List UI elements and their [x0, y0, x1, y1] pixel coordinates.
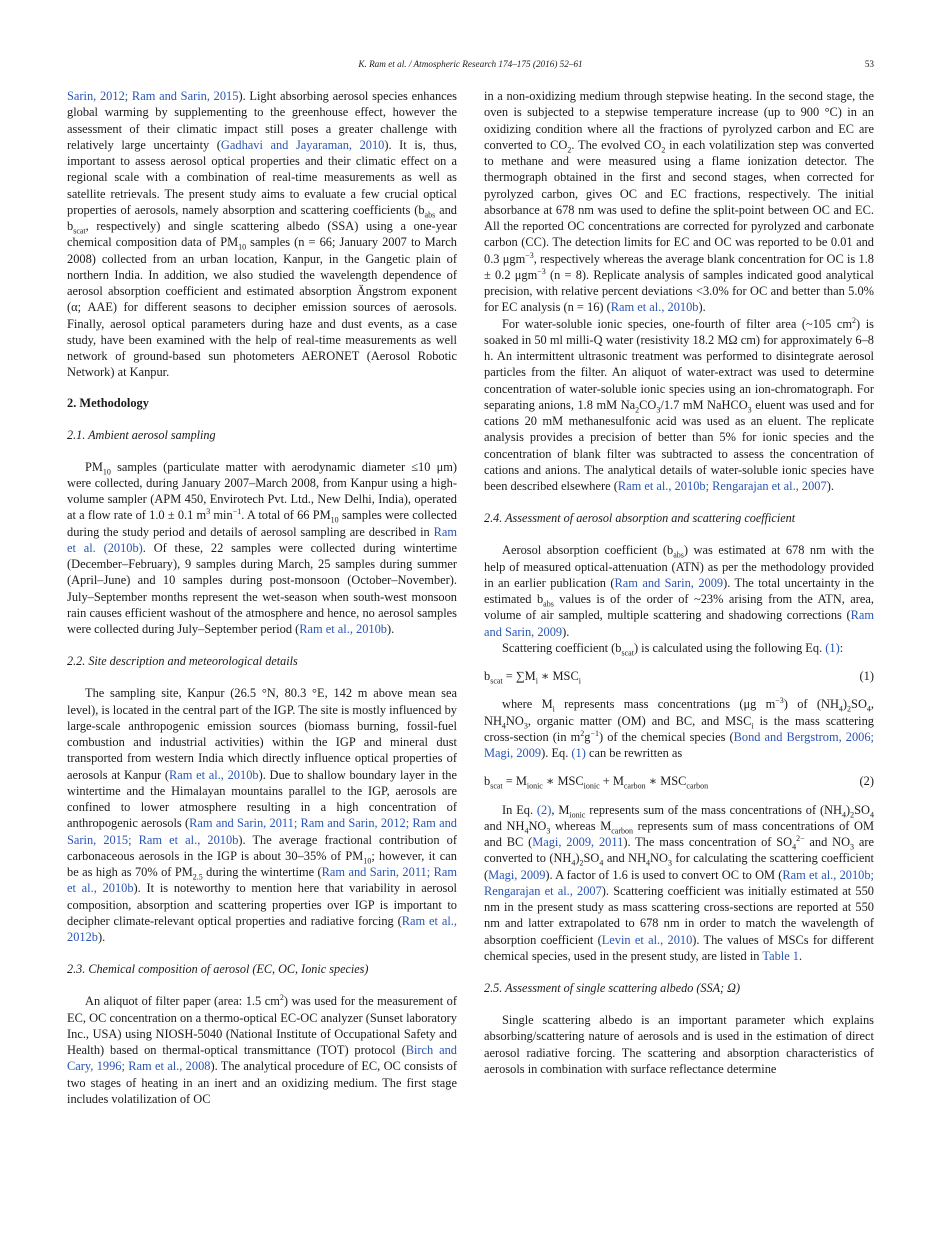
- citation-link[interactable]: Ram and Sarin, 2009: [484, 608, 874, 639]
- citation-link[interactable]: Ram et al. (2010b): [67, 524, 457, 555]
- paragraph-ec-oc-continued: in a non-oxidizing medium through stepwise heating. In the second stage, the oven is subjected to a stepwise temperature increase (up to 900 °C) in an oxidizing condition where all the fractions of pyrolyzed carbon and EC are converted to $CO_2$. The evolved $CO_2$ in each volatilization step was converted to methane and were measured using a flame ionization detector. The thermograph obtained in the first and second stages, when corrected for pyrolyzed carbon, gives OC and EC fractions, respectively. The initial absorbance at 678 nm was used to define the split-point between OC and EC. All the reported OC concentrations are corrected for pyrolyzed and carbonate carbon (CC). The detection limits for EC and OC was reported to be 0.01 and 0.3 μgm$^{-3}$, respectively whereas the average blank concentration for OC is 1.8 ± 0.2 μgm$^{-3}$ (n = 8). Replicate analysis of samples indicated good analytical precision, with relative percent deviations <3.0% for OC and better than 5.0% for EC analysis (n = 16) (Ram et al., 2010b).: [484, 89, 875, 315]
- citation-link[interactable]: Levin et al., 2010: [601, 932, 693, 947]
- subsection-heading-2-3: 2.3. Chemical composition of aerosol (EC, OC, Ionic species): [67, 962, 369, 977]
- right-column: [484, 88, 874, 1077]
- left-column: [67, 88, 457, 1107]
- equation-number: (2): [859, 774, 874, 789]
- paragraph-2-2: The sampling site, Kanpur (26.5 °N, 80.3 °E, 142 m above mean sea level), is located in the central part of the IGP. The site is mostly influenced by large-scale anthropogenic emission sources (biomass burning, fossil-fuel combustion and industrial activities) within the IGP and mineral dust transported from western India which directly influence optical properties of aerosols at Kanpur (Ram et al., 2010b). Due to shallow boundary layer in the wintertime and the Himalayan mountains parallel to the IGP, aerosols are confined to lower atmosphere resulting in a high concentration of anthropogenic aerosols (Ram and Sarin, 2011; Ram and Sarin, 2012; Ram and Sarin, 2015; Ram et al., 2010b). The average fractional contribution of carbonaceous aerosols in the IGP is about 30–35% of $PM_{10}$; however, it can be as high as 70% of $PM_{2.5}$ during the wintertime (Ram and Sarin, 2011; Ram et al., 2010b). It is noteworthy to mention here that variability in aerosol composition, absorption and scattering properties over IGP is important to decipher climate-relevant optical properties and radiative forcing (Ram et al., 2012b).: [67, 686, 457, 944]
- equation-2: $b_{scat} = M_{ionic}$ ∗ $MSC_{ionic} + M_{carbon}$ ∗ $MSC_{carbon}$ (2): [484, 774, 874, 791]
- paragraph-2-3: An aliquot of filter paper (area: 1.5 $cm^2$) was used for the measurement of EC, OC concentration on a thermo-optical EC-OC analyzer (Sunset laboratory Inc., USA) using NIOSH-5040 (National Institute of Occupational Safety and Health) based on thermal-optical transmittance (TOT) protocol (Birch and Cary, 1996; Ram et al., 2008). The analytical procedure of EC, OC consists of two stages of heating in an inert and an oxidizing medium. The first stage includes volatilization of OC: [67, 993, 458, 1106]
- citation-link[interactable]: Ram et al., 2012b: [67, 913, 457, 944]
- paragraph-where: where $M_i$ represents mass concentrations (μg $m^{-3}$) of $(NH_4)_2SO_4$, $NH_4NO_3$, organic matter (OM) and BC, and $MSC_i$ is the mass scattering cross-section (in $m^2g^{-1}$) of the chemical species (Bond and Bergstrom, 2006; Magi, 2009). Eq. (1) can be rewritten as: [484, 696, 874, 760]
- paragraph-2-5: Single scattering albedo is an important parameter which explains absorbing/scattering nature of aerosols and is used in the estimation of direct aerosol radiative forcing. The scattering and absorption characteristics of aerosols in combination with surface reflectance determine: [484, 1013, 874, 1076]
- equation-1: $b_{scat} = \sum M_i$ ∗ $MSC_i$ (1): [484, 669, 874, 686]
- equation-link[interactable]: (1): [571, 746, 586, 760]
- citation-link[interactable]: Magi, 2009: [488, 867, 546, 882]
- intro-paragraph: Sarin, 2012; Ram and Sarin, 2015). Light absorbing aerosol species enhances global warming by supplementing to the greenhouse effect, however the assessment of their climatic impact still poses a greater challenge with relatively large uncertainty (Gadhavi and Jayaraman, 2010). It is, thus, important to assess aerosol optical properties and their climatic effect on a regional scale with a combination of real-time measurements as well as satellite retrievals. The present study aims to evaluate a few crucial optical properties of aerosols, namely absorption and scattering coefficients ($b_{abs}$ and $b_{scat}$, respectively) and single scattering albedo (SSA) using a one-year chemical composition data of $PM_{10}$ samples (n = 66; January 2007 to March 2008) collected from an urban location, Kanpur, in the Gangetic plain of northern India. In addition, we also studied the wavelength dependence of aerosol absorption coefficient and estimated absorption Ängstrom exponent (α; AAE) for different seasons to decipher emission sources of aerosols. Finally, aerosol optical parameters during haze and dust events, as a case study, have been examined with the help of real-time measurements as well network of ground-based sun photometers AERONET (Aerosol Robotic Network) at Kanpur.: [67, 89, 458, 380]
- citation-link[interactable]: Ram and Sarin, 2009: [614, 575, 724, 590]
- paragraph-2-4: Aerosol absorption coefficient $(b_{abs})$ was estimated at 678 nm with the help of measured optical-attenuation (ATN) as per the methodology provided in an earlier publication (Ram and Sarin, 2009). The total uncertainty in the estimated $b_{abs}$ values is of the order of ~23% arising from the ATN, area, volume of air sampled, multiple scattering and shadowing corrections (Ram and Sarin, 2009).: [484, 543, 874, 639]
- citation-link[interactable]: Ram et al., 2010b: [299, 622, 388, 636]
- paragraph-scattering-intro: Scattering coefficient $(b_{scat})$ is calculated using the following Eq. (1):: [502, 640, 844, 658]
- citation-link[interactable]: Ram et al., 2010b: [168, 767, 259, 782]
- subsection-heading-2-4: 2.4. Assessment of aerosol absorption and scattering coefficient: [484, 511, 796, 526]
- subsection-heading-2-5: 2.5. Assessment of single scattering albedo (SSA; Ω): [484, 981, 741, 995]
- citation-link[interactable]: Ram et al., 2010b; Rengarajan et al., 2007: [617, 479, 827, 493]
- subsection-heading-2-1: 2.1. Ambient aerosol sampling: [67, 427, 216, 442]
- equation-number: (1): [859, 669, 874, 683]
- section-heading-methodology: 2. Methodology: [67, 395, 149, 410]
- paragraph-2-1: $PM_{10}$ samples (particulate matter with aerodynamic diameter ≤10 μm) were collected, during January 2007–March 2008, from Kanpur using a high-volume sampler (APM 450, Envirotech Pvt. Ltd., New Delhi, India), operated at a flow rate of 1.0 ± 0.1 $m^3$ $\min^{-1}$. A total of 66 $PM_{10}$ samples were collected during the study period and details of aerosol sampling are described in Ram et al. (2010b). Of these, 22 samples were collected during wintertime (December–February), 9 samples during March, 25 samples during summer (April–June) and 10 samples during post-monsoon (October–November). July–September months represent the wet-season when south-west monsoon rain causes efficient washout of the atmosphere and hence, no aerosol samples were collected during July–September period (Ram et al., 2010b).: [67, 459, 457, 636]
- citation-link[interactable]: Magi, 2009, 2011: [532, 835, 624, 849]
- equation-link[interactable]: (1): [825, 640, 840, 655]
- equation-link[interactable]: (2): [536, 802, 552, 817]
- citation-link[interactable]: Ram et al., 2010b: [610, 300, 699, 315]
- running-title: K. Ram et al. / Atmospheric Research 174–175 (2016) 52–61: [358, 59, 583, 69]
- running-header: [67, 59, 874, 73]
- paragraph-water-soluble: For water-soluble ionic species, one-fourth of filter area (~105 $cm^2$) is soaked in 50 ml milli-Q water (resistivity 18.2 MΩ cm) for approximately 6–8 h. An intermittent ultrasonic treatment was performed to disintegrate aerosol particles from the filter. An aliquot of water-extract was used to determine concentration of water-soluble ionic species using an ion-chromatograph. For separating anions, 1.8 mM $Na_2CO_3/1.7$ mM NaHCO$_3$ eluent was used and for cations 20 mM methanesulfonic acid was used as an eluent. The replicate analysis provides a precision of better than 5% for ionic species and the concentration of blank filter was subtracted to assess the concentration of cations and anions. The analytical details of water-soluble ionic species have been described elsewhere (Ram et al., 2010b; Rengarajan et al., 2007).: [484, 315, 874, 493]
- paragraph-eq2: In Eq. (2), $M_{ionic}$ represents sum of the mass concentrations of $(NH_4)_2SO_4$ and $NH_4NO_3$ whereas $M_{carbon}$ represents sum of mass concentrations of OM and BC (Magi, 2009, 2011). The mass concentration of $SO_4^{2-}$ and $NO_3$ are converted to $(NH_4)_2SO_4$ and $NH_4NO_3$ for calculating the scattering coefficient (Magi, 2009). A factor of 1.6 is used to convert OC to OM (Ram et al., 2010b; Rengarajan et al., 2007). Scattering coefficient was initially estimated at 550 nm in the present study as mass scattering cross-sections are reported at 550 nm and latter extrapolated to 678 nm in order to match the wavelength of absorption coefficient (Levin et al., 2010). The values of MSCs for different chemical species, used in the present study, are listed in Table 1.: [484, 802, 874, 963]
- citation-link[interactable]: Ram et al., 2010b; Rengarajan et al., 2007: [484, 867, 874, 898]
- citation-link[interactable]: Ram and Sarin, 2011; Ram et al., 2010b: [67, 865, 457, 896]
- table-link[interactable]: Table 1: [762, 948, 800, 963]
- citation-link[interactable]: Sarin, 2012; Ram and Sarin, 2015: [67, 89, 239, 103]
- citation-link[interactable]: Gadhavi and Jayaraman, 2010: [220, 137, 385, 152]
- citation-link[interactable]: Bond and Bergstrom, 2006; Magi, 2009: [484, 729, 874, 760]
- subsection-heading-2-2: 2.2. Site description and meteorological details: [67, 654, 298, 669]
- citation-link[interactable]: Ram and Sarin, 2011; Ram and Sarin, 2012; Ram and Sarin, 2015; Ram et al., 2010b: [67, 816, 457, 847]
- citation-link[interactable]: Birch and Cary, 1996; Ram et al., 2008: [67, 1043, 457, 1074]
- page-number: 53: [864, 59, 874, 69]
